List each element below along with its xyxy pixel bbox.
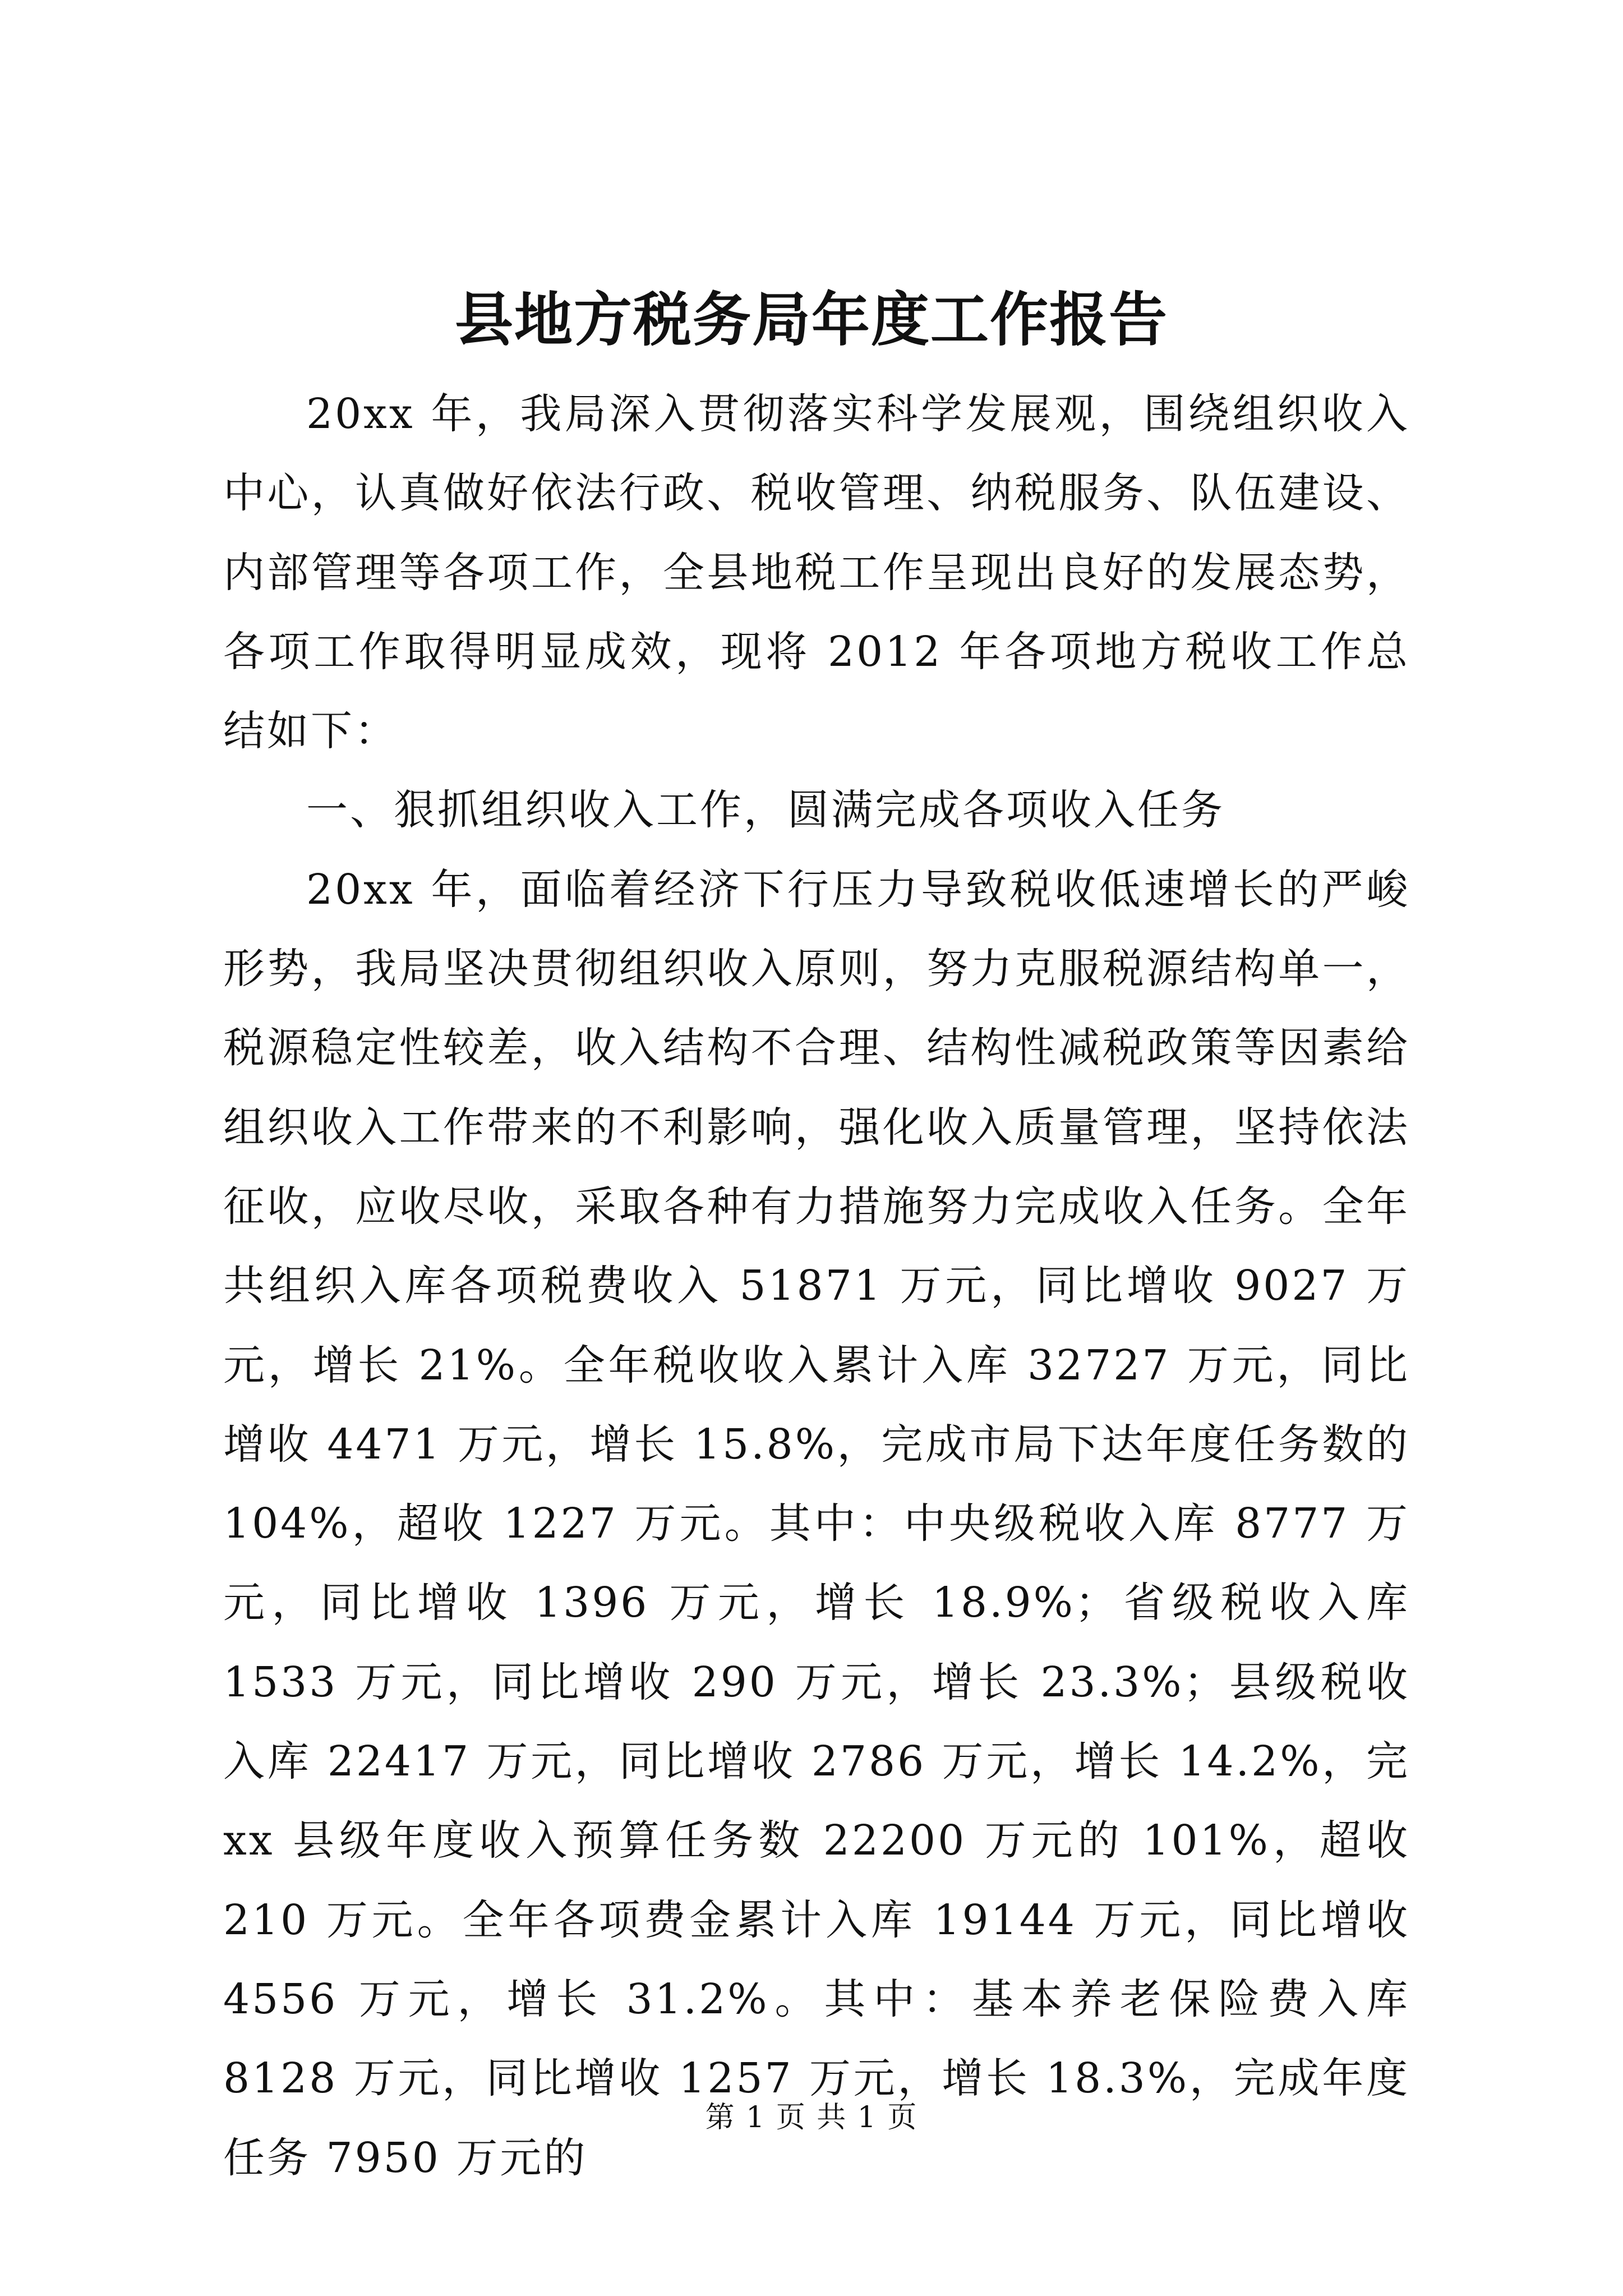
section-heading-1: 一、狠抓组织收入工作，圆满完成各项收入任务: [306, 786, 1225, 835]
paragraph-revenue: 20xx 年，面临着经济下行压力导致税收低速增长的严峻形势，我局坚决贯彻组织收入原则，努力克服税源结构单一，税源稳定性较差，收入结构不合理、结构性减税政策等因素给组织收入工作带来的不利影响，强化收入质量管理，坚持依法征收，应收尽收，采取各种有力措施努力完成收入任务。全年共组织入库各项税费收入 51871 万元，同比增收 9027 万元，增长 21%。全年税收收入累计入库 32727 万元，同比增收 4471 万元，增长 15.8%，完成市局下达年度任务数的 104%，超收 1227 万元。其中：中央级税收入库 8777 万元，同比增收 1396 万元，增长 18.9%；省级税收入库 1533 万元，同比增收 290 万元，增长 23.3%；县级税收入库 22417 万元，同比增收 2786 万元，增长 14.2%，完 xx 县级年度收入预算任务数 22200 万元的 101%，超收 210 万元。全年各项费金累计入库 19144 万元，同比增收 4556 万元，增长 31.2%。其中：基本养老保险费入库 8128 万元，同比增收 1257 万元，增长 18.3%，完成年度任务 7950 万元的: [223, 865, 1410, 2182]
document-title: 县地方税务局年度工作报告: [454, 285, 1168, 354]
paragraph-intro: 20xx 年，我局深入贯彻落实科学发展观，围绕组织收入中心，认真做好依法行政、税收管理、纳税服务、队伍建设、内部管理等各项工作，全县地税工作呈现出良好的发展态势，各项工作取得明显成效，现将 2012 年各项地方税收工作总结如下：: [223, 390, 1410, 756]
document-body: [223, 375, 1410, 2198]
page-number: 第 1 页 共 1 页: [705, 2101, 918, 2134]
